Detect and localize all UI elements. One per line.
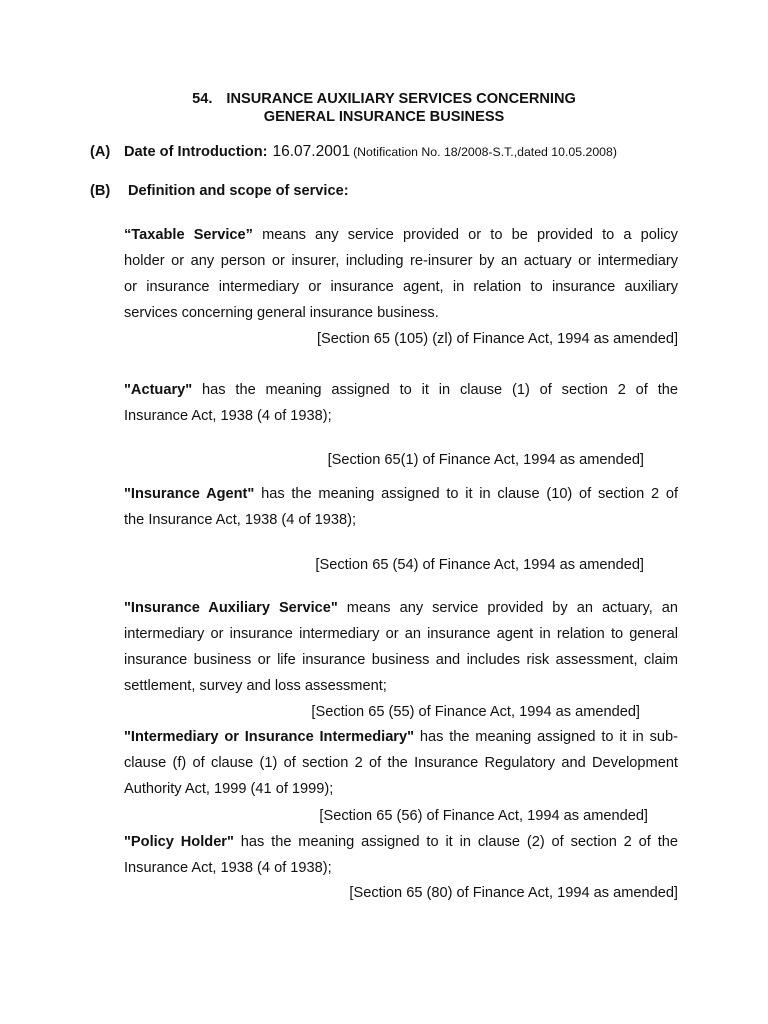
term-actuary: "Actuary" <box>124 382 193 398</box>
paragraph-line: settlement, survey and loss assessment; <box>124 678 387 694</box>
citation-taxable-service: [Section 65 (105) (zl) of Finance Act, 1994 as amended] <box>317 331 678 347</box>
paragraph-line: services concerning general insurance business. <box>124 305 439 321</box>
citation-actuary: [Section 65(1) of Finance Act, 1994 as amended] <box>327 452 644 468</box>
paragraph-line: "Insurance Auxiliary Service" means any service provided by an actuary, an <box>124 600 678 616</box>
paragraph-line: insurance business or life insurance business and includes risk assessment, claim <box>124 652 678 668</box>
definition-intermediary <box>124 724 678 802</box>
term-insurance-auxiliary-service: "Insurance Auxiliary Service" <box>124 600 338 616</box>
notification-note: (Notification No. 18/2008-S.T.,dated 10.05.2008) <box>353 145 617 159</box>
section-b-row <box>90 182 349 200</box>
term-intermediary: "Intermediary or Insurance Intermediary" <box>124 729 415 745</box>
document-title-line1 <box>0 91 768 108</box>
definition-insurance-agent <box>124 481 678 533</box>
section-b-marker: (B) <box>90 183 111 199</box>
date-of-introduction-label: Date of Introduction: <box>124 144 268 160</box>
paragraph-line: holder or any person or insurer, including re-insurer by an actuary or intermediary <box>124 253 678 269</box>
definition-scope-heading: Definition and scope of service: <box>128 183 349 199</box>
paragraph-line: intermediary or insurance intermediary or an insurance agent in relation to general <box>124 626 678 642</box>
term-insurance-agent: "Insurance Agent" <box>124 486 255 502</box>
title-text-line1: INSURANCE AUXILIARY SERVICES CONCERNING <box>226 91 576 107</box>
paragraph-line: the Insurance Act, 1938 (4 of 1938); <box>124 512 357 528</box>
section-number: 54. <box>192 91 213 107</box>
section-a-row <box>90 143 617 161</box>
paragraph-line: Authority Act, 1999 (41 of 1999); <box>124 781 334 797</box>
introduction-date: 16.07.2001 <box>272 143 351 160</box>
document-title-line2: GENERAL INSURANCE BUSINESS <box>263 109 505 125</box>
paragraph-line: "Intermediary or Insurance Intermediary" has the meaning assigned to it in sub- <box>124 729 678 745</box>
term-policy-holder: "Policy Holder" <box>124 834 234 850</box>
section-a-marker: (A) <box>90 144 111 160</box>
paragraph-line: “Taxable Service” means any service provided or to be provided to a policy <box>124 227 678 243</box>
term-taxable-service: “Taxable Service” <box>124 227 253 243</box>
citation-intermediary: [Section 65 (56) of Finance Act, 1994 as amended] <box>319 808 648 824</box>
definition-policy-holder <box>124 829 678 881</box>
definition-actuary <box>124 377 678 429</box>
paragraph-line: "Policy Holder" has the meaning assigned to it in clause (2) of section 2 of the <box>124 834 678 850</box>
paragraph-line: or insurance intermediary or insurance agent, in relation to insurance auxiliary <box>124 279 678 295</box>
paragraph-line: "Insurance Agent" has the meaning assigned to it in clause (10) of section 2 of <box>124 486 678 502</box>
paragraph-line: Insurance Act, 1938 (4 of 1938); <box>124 860 332 876</box>
definition-taxable-service <box>124 222 678 326</box>
citation-insurance-auxiliary-service: [Section 65 (55) of Finance Act, 1994 as amended] <box>311 704 640 720</box>
paragraph-line: "Actuary" has the meaning assigned to it in clause (1) of section 2 of the <box>124 382 678 398</box>
citation-insurance-agent: [Section 65 (54) of Finance Act, 1994 as amended] <box>315 557 644 573</box>
paragraph-line: Insurance Act, 1938 (4 of 1938); <box>124 408 332 424</box>
citation-policy-holder: [Section 65 (80) of Finance Act, 1994 as amended] <box>349 885 678 901</box>
definition-insurance-auxiliary-service <box>124 595 678 699</box>
paragraph-line: clause (f) of clause (1) of section 2 of the Insurance Regulatory and Development <box>124 755 678 771</box>
